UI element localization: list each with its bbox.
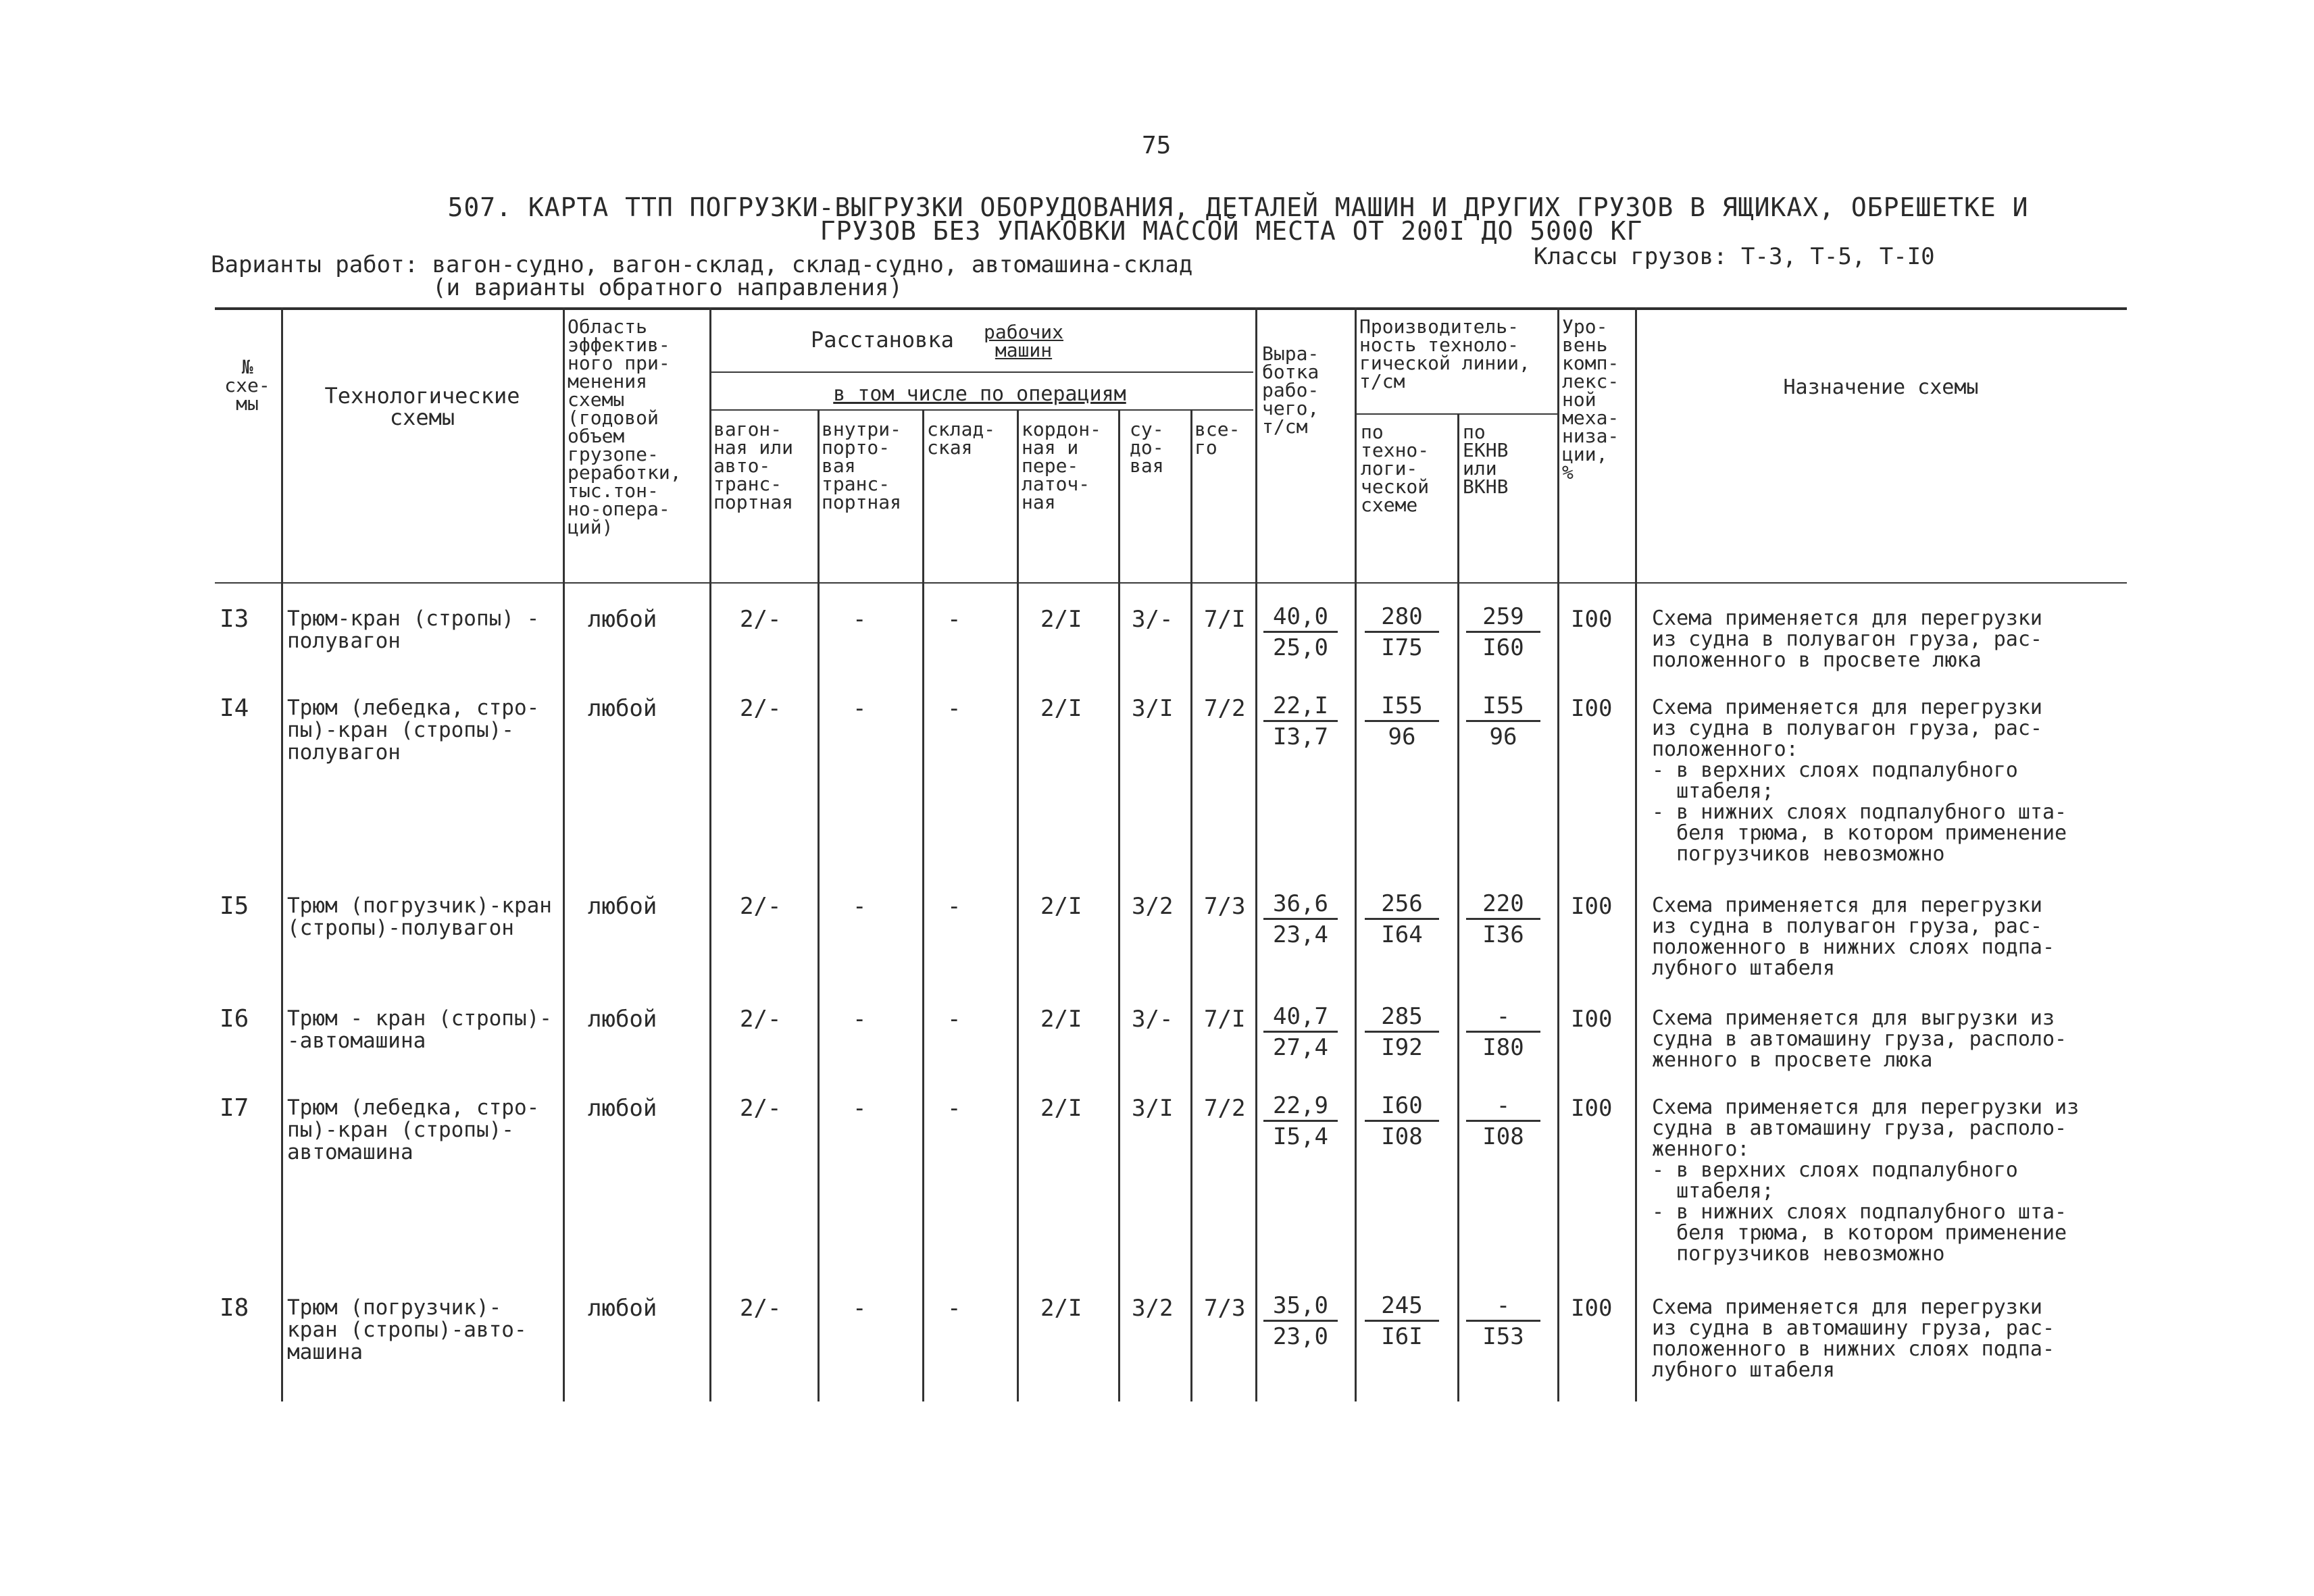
productivity-by-scheme-denominator: I08 (1381, 1123, 1423, 1150)
header-warehouse: склад- ская (927, 418, 996, 459)
inner-port-count: - (853, 1295, 867, 1322)
total-count: 7/I (1204, 1006, 1246, 1033)
inner-port-count: - (853, 1095, 867, 1122)
productivity-by-eknv-denominator: 96 (1489, 723, 1517, 750)
inner-port-count: - (853, 893, 867, 920)
column-rule (922, 409, 924, 1401)
scheme-name: Трюм (лебедка, стро- пы)-кран (стропы)- автомашина (287, 1096, 540, 1164)
productivity-by-scheme-numerator: I55 (1365, 692, 1439, 722)
scheme-purpose: Схема применяется для перегрузки из судна в полувагон груза, рас- положенного: - в верхних слоях подпалубного штабеля; - в нижних слоях подпалубного шта- беля трюма, в котором применение погрузчиков невозможно (1652, 696, 2067, 866)
warehouse-count: - (947, 1295, 961, 1322)
worker-output-denominator: I5,4 (1273, 1123, 1328, 1150)
work-variants-note: (и варианты обратного направления) (432, 274, 903, 301)
column-rule (563, 307, 565, 1401)
worker-output (1263, 1291, 1338, 1352)
wagon-auto-count: 2/- (740, 1295, 782, 1322)
application-area: любой (588, 1095, 657, 1122)
kordon-count: 2/I (1040, 606, 1082, 633)
header-kordon: кордон- ная и пере- латоч- ная (1022, 418, 1102, 513)
ship-count: 3/2 (1132, 1295, 1174, 1322)
ship-count: 3/I (1132, 1095, 1174, 1122)
productivity-by-scheme (1365, 692, 1439, 752)
column-rule (1355, 307, 1357, 1401)
column-rule (818, 409, 820, 1401)
inner-port-count: - (853, 695, 867, 722)
ship-count: 3/2 (1132, 893, 1174, 920)
header-mechanization-level: Уро- вень комп- лекс- ной меха- низа- ции, % (1562, 315, 1619, 484)
scheme-number: I4 (220, 694, 249, 722)
scheme-number: I5 (220, 892, 249, 920)
productivity-by-eknv-denominator: I53 (1482, 1323, 1524, 1350)
scheme-number: I7 (220, 1094, 249, 1122)
productivity-by-scheme-numerator: 256 (1365, 890, 1439, 920)
productivity-by-eknv-numerator: - (1466, 1291, 1540, 1322)
kordon-count: 2/I (1040, 1006, 1082, 1033)
mechanization-level: I00 (1571, 1295, 1613, 1322)
inner-port-count: - (853, 606, 867, 633)
productivity-by-scheme-numerator: I60 (1365, 1091, 1439, 1122)
header-scheme-number: № схе- мы (224, 356, 270, 415)
operations-divider (709, 409, 1253, 411)
scheme-number: I8 (220, 1294, 249, 1322)
mechanization-level: I00 (1571, 606, 1613, 633)
mechanization-level: I00 (1571, 695, 1613, 722)
productivity-by-scheme-denominator: 96 (1388, 723, 1416, 750)
column-rule (1457, 413, 1459, 1401)
productivity-by-eknv (1466, 692, 1540, 752)
header-line-productivity: Производитель- ность техноло- гической линии, т/см (1359, 315, 1530, 392)
placement-divider (709, 371, 1253, 373)
scheme-name: Трюм-кран (стропы) - полувагон (287, 607, 540, 653)
productivity-by-eknv (1466, 602, 1540, 663)
application-area: любой (588, 1006, 657, 1033)
total-count: 7/2 (1204, 1095, 1246, 1122)
application-area: любой (588, 606, 657, 633)
productivity-by-eknv-denominator: I08 (1482, 1123, 1524, 1150)
worker-output-numerator: 22,I (1263, 692, 1338, 722)
productivity-by-scheme (1365, 602, 1439, 663)
productivity-by-eknv (1466, 1291, 1540, 1352)
worker-output (1263, 1091, 1338, 1152)
kordon-count: 2/I (1040, 1095, 1082, 1122)
productivity-by-eknv (1466, 1002, 1540, 1062)
work-variants: Варианты работ: вагон-судно, вагон-склад, склад-судно, автомашина-склад (211, 251, 1193, 278)
productivity-by-scheme-denominator: I64 (1381, 921, 1423, 948)
worker-output-numerator: 40,7 (1263, 1002, 1338, 1033)
header-technological-schemes: Технологические схемы (324, 383, 520, 430)
column-rule (1017, 409, 1019, 1401)
header-by-scheme: по техно- логи- ческой схеме (1361, 421, 1430, 516)
table-top-rule (215, 307, 2127, 310)
scheme-purpose: Схема применяется для перегрузки из судна в автомашину груза, рас- положенного в нижних слоях подпа- лубного штабеля (1652, 1295, 2055, 1382)
mechanization-level: I00 (1571, 1095, 1613, 1122)
ship-count: 3/- (1132, 1006, 1174, 1033)
ship-count: 3/I (1132, 695, 1174, 722)
ship-count: 3/- (1132, 606, 1174, 633)
total-count: 7/2 (1204, 695, 1246, 722)
mechanization-level: I00 (1571, 1006, 1613, 1033)
worker-output-numerator: 35,0 (1263, 1291, 1338, 1322)
kordon-count: 2/I (1040, 1295, 1082, 1322)
kordon-count: 2/I (1040, 695, 1082, 722)
mechanization-level: I00 (1571, 893, 1613, 920)
warehouse-count: - (947, 893, 961, 920)
productivity-by-scheme-denominator: I6I (1381, 1323, 1423, 1350)
warehouse-count: - (947, 695, 961, 722)
worker-output-denominator: 23,4 (1273, 921, 1328, 948)
column-rule (281, 307, 283, 1401)
column-rule (1190, 409, 1192, 1401)
scheme-name: Трюм (лебедка, стро- пы)-кран (стропы)- полувагон (287, 696, 540, 765)
warehouse-count: - (947, 1006, 961, 1033)
page-number: 75 (1142, 132, 1172, 159)
document-title-line-1: 507. КАРТА ТТП ПОГРУЗКИ-ВЫГРУЗКИ ОБОРУДОВАНИЯ, ДЕТАЛЕЙ МАШИН И ДРУГИХ ГРУЗОВ В ЯЩИКАХ, ОБРЕШЕТКЕ И (447, 192, 2029, 222)
worker-output (1263, 602, 1338, 663)
productivity-by-scheme (1365, 890, 1439, 950)
productivity-by-scheme-numerator: 285 (1365, 1002, 1439, 1033)
header-including-operations: в том числе по операциям (833, 382, 1126, 406)
productivity-by-scheme-denominator: I75 (1381, 634, 1423, 661)
worker-output-denominator: 23,0 (1273, 1323, 1328, 1350)
productivity-divider (1355, 413, 1557, 415)
column-rule (1255, 307, 1257, 1401)
productivity-by-eknv-denominator: I80 (1482, 1034, 1524, 1061)
total-count: 7/3 (1204, 893, 1246, 920)
wagon-auto-count: 2/- (740, 1006, 782, 1033)
productivity-by-eknv-numerator: I55 (1466, 692, 1540, 722)
header-total: все- го (1194, 418, 1240, 459)
header-bottom-rule (215, 582, 2127, 584)
scheme-name: Трюм (погрузчик)- кран (стропы)-авто- машина (287, 1295, 527, 1364)
productivity-by-eknv-numerator: 259 (1466, 602, 1540, 633)
cargo-classes: Классы грузов: Т-3, Т-5, Т-I0 (1534, 243, 1935, 270)
warehouse-count: - (947, 606, 961, 633)
column-rule (1557, 307, 1559, 1401)
wagon-auto-count: 2/- (740, 893, 782, 920)
header-by-eknv: по ЕКНВ или ВКНВ (1463, 421, 1509, 498)
productivity-by-scheme-denominator: I92 (1381, 1034, 1423, 1061)
application-area: любой (588, 1295, 657, 1322)
application-area: любой (588, 893, 657, 920)
wagon-auto-count: 2/- (740, 606, 782, 633)
document-title-line-2: ГРУЗОВ БЕЗ УПАКОВКИ МАССОЙ МЕСТА ОТ 200I ДО 5000 КГ (820, 216, 1643, 246)
column-rule (709, 307, 711, 1401)
worker-output-denominator: 25,0 (1273, 634, 1328, 661)
worker-output-numerator: 22,9 (1263, 1091, 1338, 1122)
productivity-by-eknv-numerator: - (1466, 1091, 1540, 1122)
productivity-by-scheme-numerator: 245 (1365, 1291, 1439, 1322)
kordon-count: 2/I (1040, 893, 1082, 920)
productivity-by-eknv-numerator: 220 (1466, 890, 1540, 920)
productivity-by-eknv-numerator: - (1466, 1002, 1540, 1033)
worker-output (1263, 890, 1338, 950)
productivity-by-eknv-denominator: I60 (1482, 634, 1524, 661)
worker-output-numerator: 36,6 (1263, 890, 1338, 920)
total-count: 7/I (1204, 606, 1246, 633)
wagon-auto-count: 2/- (740, 1095, 782, 1122)
header-inner-port: внутри- порто- вая транс- портная (822, 418, 902, 513)
worker-output-numerator: 40,0 (1263, 602, 1338, 633)
productivity-by-scheme (1365, 1091, 1439, 1152)
header-placement-machines: рабочих машин (983, 321, 1063, 361)
header-scheme-purpose: Назначение схемы (1783, 376, 1979, 399)
scheme-number: I3 (220, 605, 249, 633)
warehouse-count: - (947, 1095, 961, 1122)
inner-port-count: - (853, 1006, 867, 1033)
scheme-purpose: Схема применяется для выгрузки из судна в автомашину груза, располо- женного в просвете люка (1652, 1006, 2067, 1072)
productivity-by-eknv-denominator: I36 (1482, 921, 1524, 948)
column-rule (1118, 409, 1120, 1401)
productivity-by-scheme (1365, 1291, 1439, 1352)
application-area: любой (588, 695, 657, 722)
scheme-name: Трюм (погрузчик)-кран (стропы)-полувагон (287, 894, 552, 940)
header-ship: су- до- вая (1130, 418, 1164, 477)
header-application-area: Область эффектив- ного при- менения схемы (годовой объем грузопе- реработки, тыс.тон- но-опера- ций) (568, 315, 682, 538)
worker-output (1263, 1002, 1338, 1062)
scheme-number: I6 (220, 1005, 249, 1033)
productivity-by-scheme (1365, 1002, 1439, 1062)
total-count: 7/3 (1204, 1295, 1246, 1322)
scheme-purpose: Схема применяется для перегрузки из судна в полувагон груза, рас- положенного в просвете люка (1652, 607, 2042, 672)
productivity-by-eknv (1466, 890, 1540, 950)
worker-output-denominator: 27,4 (1273, 1034, 1328, 1061)
productivity-by-scheme-numerator: 280 (1365, 602, 1439, 633)
scheme-name: Трюм - кран (стропы)- -автомашина (287, 1006, 552, 1053)
column-rule (1635, 307, 1637, 1401)
header-wagon-auto: вагон- ная или авто- транс- портная (713, 418, 794, 513)
header-worker-output: Выра- ботка рабо- чего, т/см (1262, 342, 1319, 438)
productivity-by-eknv (1466, 1091, 1540, 1152)
header-placement: Расстановка (811, 327, 954, 353)
worker-output (1263, 692, 1338, 752)
worker-output-denominator: I3,7 (1273, 723, 1328, 750)
scheme-purpose: Схема применяется для перегрузки из судна в автомашину груза, располо- женного: - в верхних слоях подпалубного штабеля; - в нижних слоях подпалубного шта- беля трюма, в котором применение погрузчиков невозможно (1652, 1096, 2080, 1266)
scheme-purpose: Схема применяется для перегрузки из судна в полувагон груза, рас- положенного в нижних слоях подпа- лубного штабеля (1652, 894, 2055, 980)
wagon-auto-count: 2/- (740, 695, 782, 722)
